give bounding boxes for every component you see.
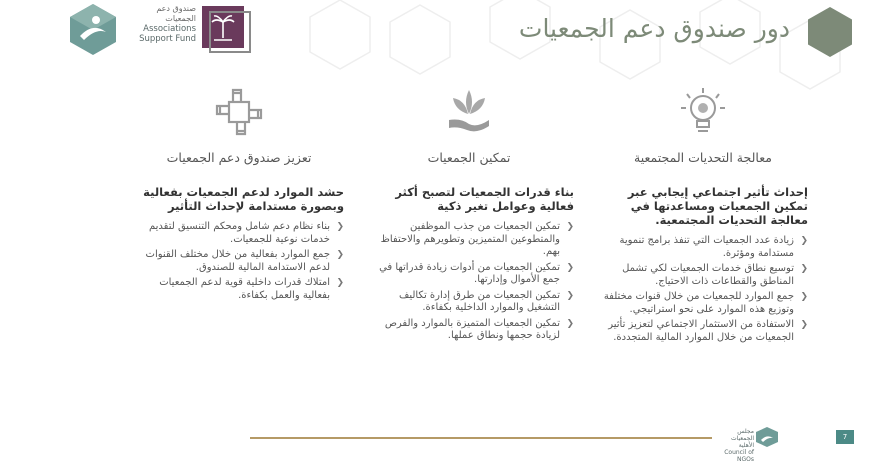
list-item-text: تمكين الجمعيات من طرق إدارة تكاليف التشغيل والموارد الداخلية بكفاءة. <box>398 289 560 313</box>
list-item <box>364 290 574 315</box>
list-item-text: جمع الموارد للجمعيات من خلال قنوات مختلفة وتوزيع هذه الموارد على نحو استراتيجي. <box>603 291 794 315</box>
list-item-text: تمكين الجمعيات من جذب الموظفين والمتطوعين المتميزين وتطويرهم والاحتفاظ بهم. <box>380 221 560 257</box>
list-item <box>134 221 344 246</box>
list-item <box>598 319 808 344</box>
list-item-text: زيادة عدد الجمعيات التي تنفذ برامج تنموية مستدامة ومؤثرة. <box>619 235 794 259</box>
bullet-list <box>134 221 344 302</box>
column-heading: معالجة التحديات المجتمعية <box>634 150 772 165</box>
list-item <box>598 291 808 316</box>
chevron-bullet-icon: ❮ <box>336 250 344 260</box>
support-fund-logo-text <box>138 4 196 44</box>
page-number-badge: 7 <box>836 430 854 444</box>
chevron-bullet-icon: ❮ <box>566 222 574 232</box>
list-item-text: جمع الموارد بفعالية من خلال مختلف القنوات لدعم الاستدامة المالية للصندوق. <box>145 249 330 273</box>
bullet-list <box>364 221 574 343</box>
support-fund-logo <box>200 4 252 54</box>
chevron-bullet-icon: ❮ <box>800 320 808 330</box>
column-lead: بناء قدرات الجمعيات لتصبح أكثر فعالية وعوامل تغير ذكية <box>395 185 574 213</box>
support-fund-name-ar: صندوق دعم الجمعيات <box>156 4 196 23</box>
list-item <box>598 235 808 260</box>
column-empower-associations <box>364 84 574 346</box>
list-item <box>134 249 344 274</box>
column-heading: تعزيز صندوق دعم الجمعيات <box>166 150 312 165</box>
plant-hand-icon <box>441 84 497 140</box>
chevron-bullet-icon: ❮ <box>566 262 574 273</box>
chevron-bullet-icon: ❮ <box>336 278 344 288</box>
council-logo-icon <box>66 2 120 56</box>
title-hexagon-icon <box>804 6 856 58</box>
column-strengthen-fund <box>134 84 344 305</box>
footer-org-en: Council of NGOs <box>724 449 754 463</box>
footer-divider <box>250 437 712 439</box>
chevron-bullet-icon: ❮ <box>800 292 808 302</box>
column-lead: حشد الموارد لدعم الجمعيات بفعالية وبصورة مستدامة لإحداث التأثير <box>143 185 344 213</box>
column-community-challenges <box>598 84 808 347</box>
list-item-text: تمكين الجمعيات المتميزة بالموارد والفرص لزيادة حجمها ونطاق عملها. <box>384 317 560 341</box>
footer-org-text <box>718 428 754 463</box>
list-item-text: امتلاك قدرات داخلية قوية لدعم الجمعيات بفعالية والعمل بكفاءة. <box>159 277 330 301</box>
column-heading: تمكين الجمعيات <box>427 150 511 165</box>
list-item <box>364 262 574 287</box>
list-item-text: توسيع نطاق خدمات الجمعيات لكي تشمل المناطق والقطاعات ذات الاحتياج. <box>622 263 794 287</box>
chevron-bullet-icon: ❮ <box>800 236 808 246</box>
lightbulb-gear-icon <box>675 84 731 140</box>
list-item <box>598 263 808 288</box>
list-item-text: تمكين الجمعيات من أدوات زيادة قدراتها في جمع الأموال وإدارتها. <box>379 261 560 285</box>
list-item-text: بناء نظام دعم شامل ومحكم التنسيق لتقديم خدمات نوعية للجمعيات. <box>148 221 330 245</box>
support-fund-name-en-2: Support Fund <box>139 34 196 44</box>
chevron-bullet-icon: ❮ <box>566 290 574 301</box>
chevron-bullet-icon: ❮ <box>800 264 808 274</box>
council-footer-logo-icon <box>754 426 780 448</box>
page-title: دور صندوق دعم الجمعيات <box>518 14 790 43</box>
list-item <box>134 277 344 302</box>
list-item <box>364 318 574 343</box>
list-item-text: الاستفادة من الاستثمار الاجتماعي لتعزيز تأثير الجمعيات من خلال الموارد المالية المتجددة. <box>608 319 794 343</box>
chevron-bullet-icon: ❮ <box>566 318 574 329</box>
footer-org-ar: مجلس الجمعيات الأهلية <box>730 428 754 449</box>
linked-hands-icon <box>211 84 267 140</box>
bullet-list <box>598 235 808 344</box>
chevron-bullet-icon: ❮ <box>336 222 344 232</box>
column-lead: إحداث تأثير اجتماعي إيجابي عبر تمكين الجمعيات ومساعدتها في معالجة التحديات المجتمعية. <box>627 185 808 227</box>
list-item <box>364 221 574 259</box>
support-fund-name-en-1: Associations <box>143 24 196 34</box>
